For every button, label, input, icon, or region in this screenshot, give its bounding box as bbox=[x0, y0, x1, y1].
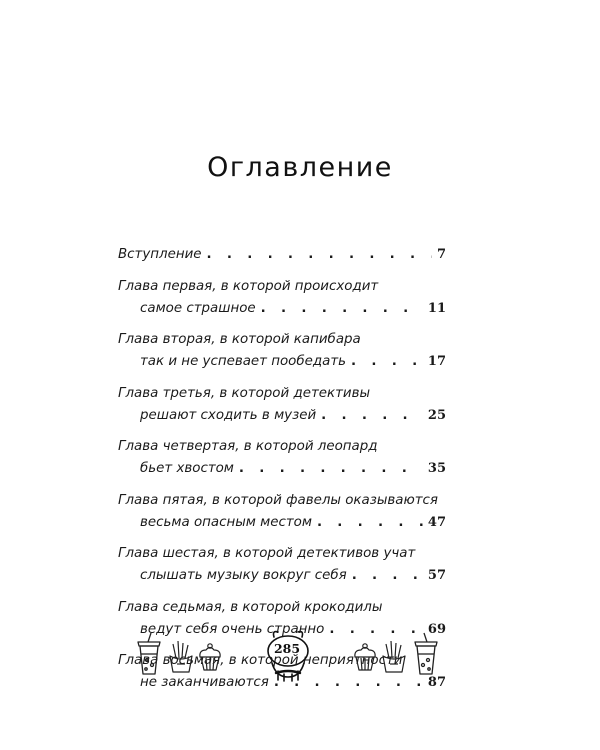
toc-entry-label-continued: ведут себя очень странно bbox=[140, 621, 325, 637]
page-number: 285 bbox=[273, 641, 301, 656]
leader-dots bbox=[351, 351, 423, 373]
toc-entry[interactable] bbox=[118, 383, 446, 427]
leader-dots bbox=[207, 244, 432, 266]
toc-entry-label-continued: самое страшное bbox=[140, 300, 256, 316]
leader-dots bbox=[321, 405, 423, 427]
toc-entry[interactable] bbox=[118, 276, 446, 320]
toc-entry-label: Глава вторая, в которой капибара bbox=[118, 332, 361, 347]
toc-entry-label-continued: решают сходить в музей bbox=[140, 407, 317, 423]
toc-page-number: 11 bbox=[427, 300, 446, 316]
fries-icon bbox=[167, 640, 195, 674]
toc-page-number: 57 bbox=[427, 568, 446, 583]
toc-entry-label-continued: так и не успевает пообедать bbox=[140, 354, 347, 369]
drink-cup-icon bbox=[410, 632, 442, 676]
page-title: Оглавление bbox=[207, 152, 393, 183]
toc-entry-label: Глава восьмая, в которой неприятности bbox=[118, 653, 403, 668]
toc-page-number: 47 bbox=[427, 514, 446, 530]
leader-dots bbox=[239, 458, 423, 480]
toc-page-number: 7 bbox=[436, 247, 446, 262]
toc-page-number: 35 bbox=[427, 461, 446, 476]
toc-entry-label-continued: весьма опасным местом bbox=[140, 514, 312, 530]
toc-entry-label: Глава первая, в которой происходит bbox=[118, 278, 379, 294]
decorative-footer bbox=[0, 626, 600, 696]
toc-entry[interactable] bbox=[118, 329, 446, 373]
toc-page-number: 69 bbox=[427, 621, 446, 637]
toc-entry[interactable] bbox=[118, 543, 446, 587]
toc-page-number: 25 bbox=[427, 407, 446, 423]
toc-entry-label-continued: слышать музыку вокруг себя bbox=[140, 568, 347, 583]
drink-cup-icon bbox=[133, 632, 165, 676]
toc-entry-label-continued: не заканчиваются bbox=[140, 675, 269, 690]
toc-entry-label: Вступление bbox=[118, 247, 202, 262]
toc-entry[interactable] bbox=[118, 490, 446, 534]
cupcake-icon bbox=[197, 642, 223, 672]
leader-dots bbox=[352, 565, 423, 587]
toc-entry-label-continued: бьет хвостом bbox=[140, 461, 234, 476]
toc-page-number: 17 bbox=[427, 354, 446, 369]
toc-entry[interactable] bbox=[118, 436, 446, 480]
toc-entry[interactable] bbox=[118, 244, 446, 266]
toc-entry-label: Глава седьмая, в которой крокодилы bbox=[118, 599, 383, 615]
toc-page-number: 87 bbox=[427, 675, 446, 690]
leader-dots bbox=[261, 298, 423, 320]
toc-entry-label: Глава четвертая, в которой леопард bbox=[118, 439, 378, 454]
toc-entry-label: Глава шестая, в которой детективов учат bbox=[118, 546, 416, 561]
cupcake-icon bbox=[352, 642, 378, 672]
toc-entry-label: Глава третья, в которой детективы bbox=[118, 385, 371, 401]
fries-icon bbox=[380, 640, 408, 674]
toc-entry-label: Глава пятая, в которой фавелы оказываются bbox=[118, 492, 438, 508]
leader-dots bbox=[317, 512, 423, 534]
